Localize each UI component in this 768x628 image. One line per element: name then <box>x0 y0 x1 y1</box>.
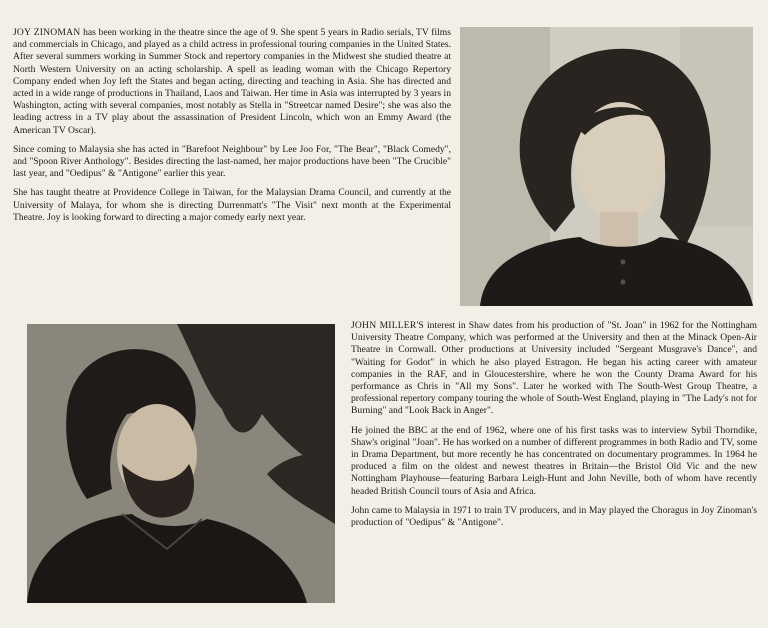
joy-bio-p1-text: has been working in the theatre since the age of 9. She spent 5 years in Radio serials, TV films and commercials in Chicago, and played as a child actress in professional touring companies in the United States. After several summers working in Summer Stock and repertory companies in the Midwest she studied theatre at North Western University on an acting scholarship. A spell as leading woman with the Chicago Repertory Company ended when Joy left the States and began acting, directing and teaching in Asia. She has directed and acted in a wide range of productions in Thailand, Laos and Taiwan. Her time in Asia was interrupted by 3 years in Washington, acting with several companies, most notably as Stella in "Streetcar named Desire"; she was also the leading actress in a TV play about the assassination of President Lincoln, which won an Emmy Award (the American TV Oscar). <box>13 27 451 136</box>
john-miller-bio <box>351 320 757 536</box>
joy-zinoman-bio <box>13 27 451 231</box>
joy-bio-paragraph-3: She has taught theatre at Providence College in Taiwan, for the Malaysian Drama Council, and currently at the University of Malaya, for whom she is directing Durrenmatt's "The Visit" next month at the Experimental Theatre. Joy is looking forward to directing a major comedy early next year. <box>13 187 451 223</box>
john-bio-paragraph-2: He joined the BBC at the end of 1962, where one of his first tasks was to interview Sybil Thorndike, Shaw's original "Joan". He has worked on a number of different programmes in both Radio and TV, some in Drama Department, but more recently he has concentrated on documentary programmes. In 1964 he produced a film on the oldest and newest theatres in Britain—the Bristol Old Vic and the new Nottingham Playhouse—featuring Barbara Leigh-Hunt and John Neville, both of whom have recently headed British Council tours of Asia and Africa. <box>351 424 757 497</box>
john-bio-paragraph-1 <box>351 320 757 418</box>
joy-bio-paragraph-2: Since coming to Malaysia she has acted in "Barefoot Neighbour" by Lee Joo For, "The Bear", "Black Comedy", and "Spoon River Anthology". Besides directing the last-named, her major productions have been "The Crucible" last year, and "Oedipus" & "Antigone" earlier this year. <box>13 143 451 180</box>
john-name: JOHN MILLER'S <box>351 320 424 331</box>
joy-zinoman-photo <box>460 27 753 306</box>
john-bio-p1-text: interest in Shaw dates from his production of "St. Joan" in 1962 for the Nottingham University Theatre Company, which was performed at the University and then at the Minack Open-Air Theatre in Cornwall. Other productions at University included "Sergeant Musgrave's Dance", and "Waiting for Godot" in which he also played Estragon. He began his acting career with amateur companies in the RAF, and in Gloucestershire, where he won the County Drama Award for his performance as Chris in "All my Sons". Later he worked with The South-West Group Theatre, a professional repertory company touring the whole of South-West England, playing in "The Lady's not for Burning" and "Look Back in Anger". <box>351 320 757 417</box>
joy-name: JOY ZINOMAN <box>13 27 81 38</box>
john-bio-paragraph-3: John came to Malaysia in 1971 to train TV producers, and in May played the Choragus in Joy Zinoman's production of "Oedipus" & "Antigone". <box>351 504 757 529</box>
john-miller-photo <box>27 324 335 603</box>
joy-bio-paragraph-1 <box>13 27 451 137</box>
